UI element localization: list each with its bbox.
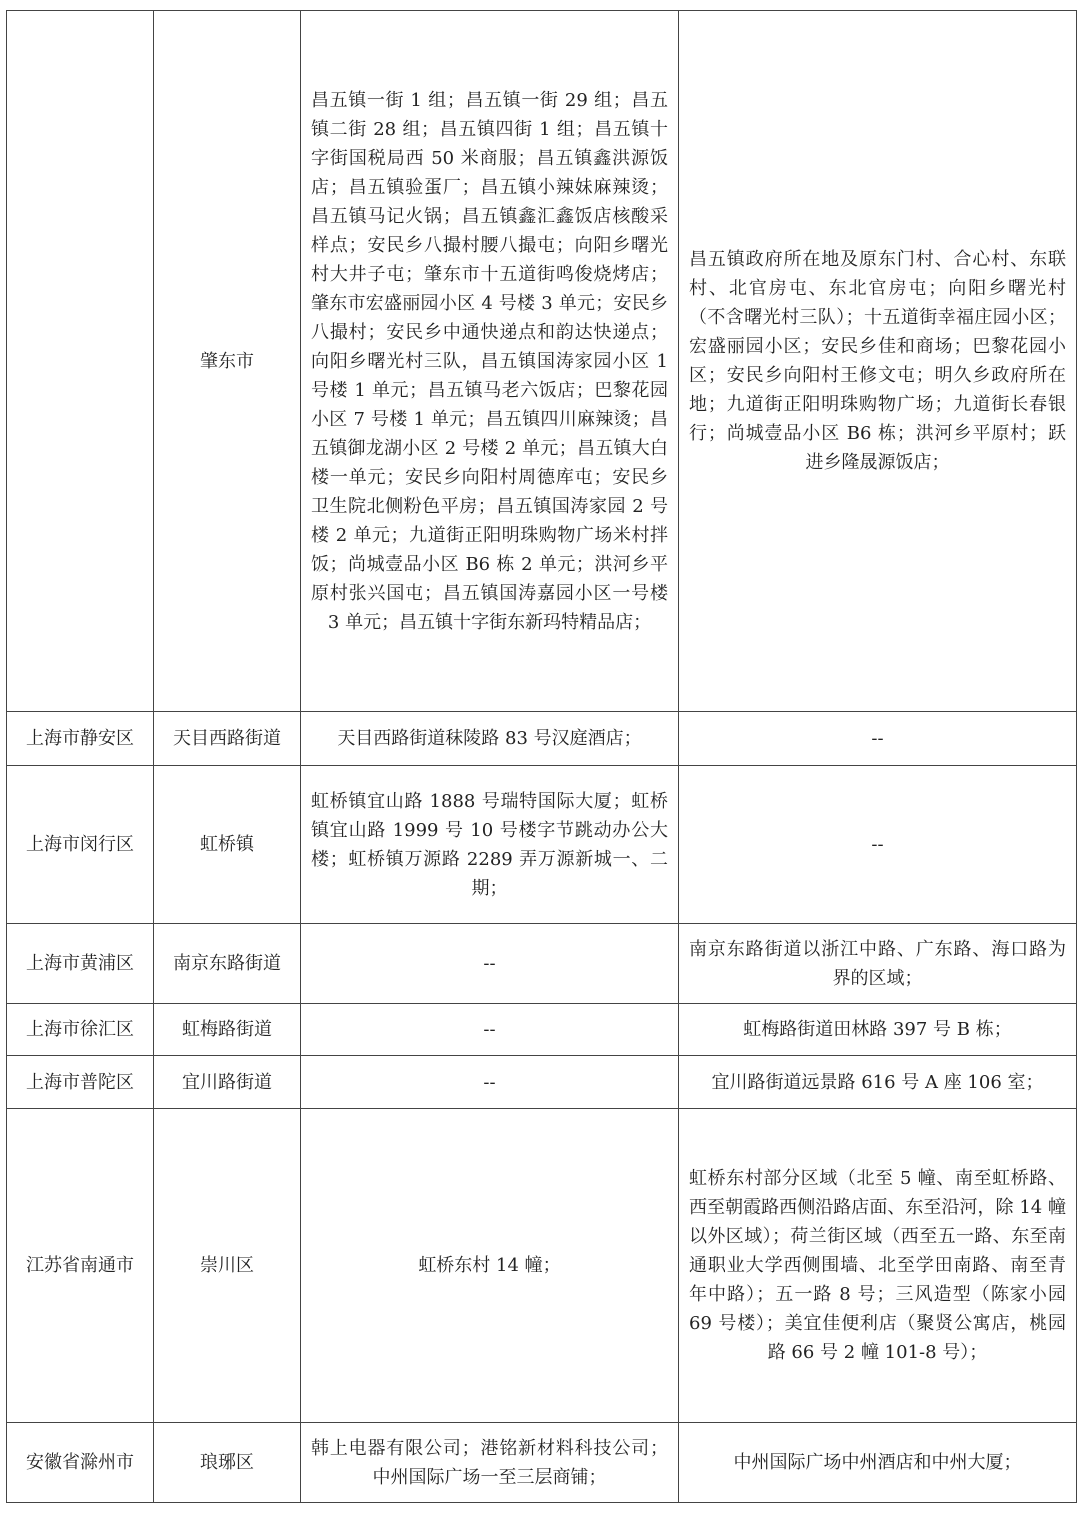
table-row xyxy=(7,712,1077,766)
province-city-cell: 上海市闵行区 xyxy=(7,766,154,924)
district-cell: 虹梅路街道 xyxy=(154,1004,301,1056)
high-risk-cell: 韩上电器有限公司；港铭新材料科技公司；中州国际广场一至三层商铺； xyxy=(301,1423,679,1503)
province-city-cell: 上海市徐汇区 xyxy=(7,1004,154,1056)
province-city-cell: 安徽省滁州市 xyxy=(7,1423,154,1503)
province-city-cell: 江苏省南通市 xyxy=(7,1109,154,1423)
mid-risk-cell: 昌五镇政府所在地及原东门村、合心村、东联村、北官房屯、东北官房屯；向阳乡曙光村（不含曙光村三队）；十五道街幸福庄园小区；宏盛丽园小区；安民乡佳和商场；巴黎花园小区；安民乡向阳村王修文屯；明久乡政府所在地；九道街正阳明珠购物广场；九道街长春银行；尚城壹品小区 B6 栋；洪河乡平原村；跃进乡隆晟源饭店； xyxy=(679,11,1077,712)
district-cell: 天目西路街道 xyxy=(154,712,301,766)
district-cell: 琅琊区 xyxy=(154,1423,301,1503)
mid-risk-cell: -- xyxy=(679,712,1077,766)
table-row xyxy=(7,766,1077,924)
district-cell: 肇东市 xyxy=(154,11,301,712)
high-risk-cell: -- xyxy=(301,1056,679,1109)
table-row xyxy=(7,1423,1077,1503)
table-row xyxy=(7,11,1077,712)
high-risk-cell: 虹桥镇宜山路 1888 号瑞特国际大厦；虹桥镇宜山路 1999 号 10 号楼字节跳动办公大楼；虹桥镇万源路 2289 弄万源新城一、二期； xyxy=(301,766,679,924)
province-city-cell: 上海市普陀区 xyxy=(7,1056,154,1109)
mid-risk-cell: -- xyxy=(679,766,1077,924)
table-row xyxy=(7,1109,1077,1423)
mid-risk-cell: 宜川路街道远景路 616 号 A 座 106 室； xyxy=(679,1056,1077,1109)
province-city-cell: 上海市静安区 xyxy=(7,712,154,766)
district-cell: 宜川路街道 xyxy=(154,1056,301,1109)
mid-risk-cell: 虹桥东村部分区域（北至 5 幢、南至虹桥路、西至朝霞路西侧沿路店面、东至沿河，除 14 幢以外区域）；荷兰街区域（西至五一路、东至南通职业大学西侧围墙、北至学田南路、南至青年中路）；五一路 8 号；三风造型（陈家小园 69 号楼）；美宜佳便利店（聚贤公寓店，桃园路 66 号 2 幢 101-8 号）； xyxy=(679,1109,1077,1423)
district-cell: 崇川区 xyxy=(154,1109,301,1423)
mid-risk-cell: 虹梅路街道田林路 397 号 B 栋； xyxy=(679,1004,1077,1056)
province-city-cell xyxy=(7,11,154,712)
high-risk-cell: -- xyxy=(301,924,679,1004)
high-risk-cell: -- xyxy=(301,1004,679,1056)
risk-area-table xyxy=(6,10,1077,1503)
province-city-cell: 上海市黄浦区 xyxy=(7,924,154,1004)
mid-risk-cell: 南京东路街道以浙江中路、广东路、海口路为界的区域； xyxy=(679,924,1077,1004)
high-risk-cell: 昌五镇一街 1 组；昌五镇一街 29 组；昌五镇二街 28 组；昌五镇四街 1 组；昌五镇十字街国税局西 50 米商服；昌五镇鑫洪源饭店；昌五镇验蛋厂；昌五镇小辣妹麻辣烫；昌五镇马记火锅；昌五镇鑫汇鑫饭店核酸采样点；安民乡八撮村腰八撮屯；向阳乡曙光村大井子屯；肇东市十五道街鸣俊烧烤店；肇东市宏盛丽园小区 4 号楼 3 单元；安民乡八撮村；安民乡中通快递点和韵达快递点；向阳乡曙光村三队，昌五镇国涛家园小区 1 号楼 1 单元；昌五镇马老六饭店；巴黎花园小区 7 号楼 1 单元；昌五镇四川麻辣烫；昌五镇御龙湖小区 2 号楼 2 单元；昌五镇大白楼一单元；安民乡向阳村周德库屯；安民乡卫生院北侧粉色平房；昌五镇国涛家园 2 号楼 2 单元；九道街正阳明珠购物广场米村拌饭；尚城壹品小区 B6 栋 2 单元；洪河乡平原村张兴国屯；昌五镇国涛嘉园小区一号楼 3 单元；昌五镇十字街东新玛特精品店； xyxy=(301,11,679,712)
table-row xyxy=(7,1004,1077,1056)
district-cell: 虹桥镇 xyxy=(154,766,301,924)
high-risk-cell: 天目西路街道秣陵路 83 号汉庭酒店； xyxy=(301,712,679,766)
mid-risk-cell: 中州国际广场中州酒店和中州大厦； xyxy=(679,1423,1077,1503)
table-row xyxy=(7,1056,1077,1109)
table-row xyxy=(7,924,1077,1004)
high-risk-cell: 虹桥东村 14 幢； xyxy=(301,1109,679,1423)
district-cell: 南京东路街道 xyxy=(154,924,301,1004)
